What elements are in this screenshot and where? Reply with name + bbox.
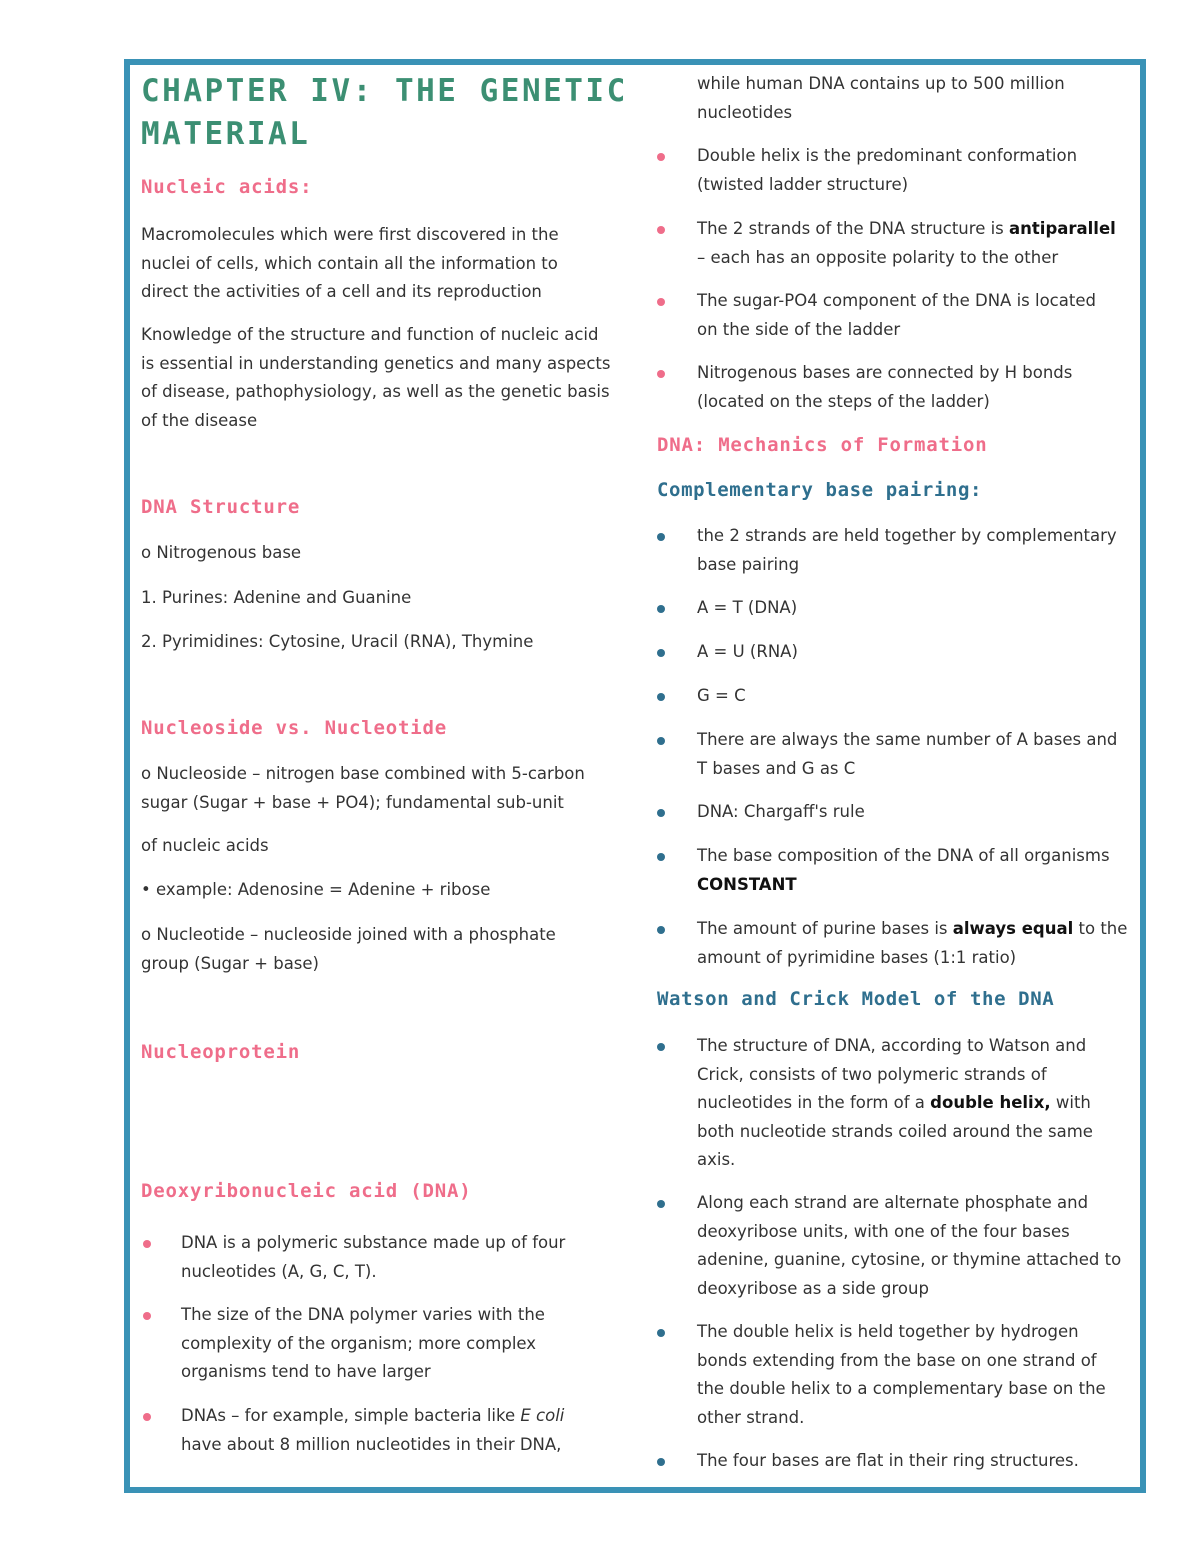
bullet-icon <box>657 1043 665 1051</box>
list-item: G = C <box>697 686 746 705</box>
heading-complementary: Complementary base pairing: <box>657 479 983 501</box>
nucleic-paragraph-2: Knowledge of the structure and function of nucleic acid is essential in understanding genetics and many aspects of disease, pathophysiology, as well as the genetic basis of the disease <box>141 325 611 430</box>
bullet-icon <box>657 926 665 934</box>
list-item: DNA is a polymeric substance made up of four nucleotides (A, G, C, T). <box>181 1233 566 1281</box>
list-item: DNA: Chargaff's rule <box>697 802 865 821</box>
bullet-icon <box>657 533 665 541</box>
nucleoside-para: o Nucleoside – nitrogen base combined with 5-carbon sugar (Sugar + base + PO4); fundamental sub-unit <box>141 764 585 812</box>
list-item: The amount of purine bases is always equal to the amount of pyrimidine bases (1:1 ratio) <box>697 919 1128 967</box>
nucleoside-line: • example: Adenosine = Adenine + ribose <box>141 880 491 899</box>
bullet-icon <box>657 1458 665 1466</box>
bullet-icon <box>657 226 665 234</box>
heading-dna: Deoxyribonucleic acid (DNA) <box>141 1180 472 1202</box>
bullet-icon <box>657 649 665 657</box>
nucleotide-para: o Nucleotide – nucleoside joined with a phosphate group (Sugar + base) <box>141 925 556 973</box>
heading-nucleic-acids: Nucleic acids: <box>141 176 313 198</box>
heading-nucleoprotein: Nucleoprotein <box>141 1041 301 1063</box>
nucleic-paragraph-1: Macromolecules which were first discovered in the nuclei of cells, which contain all the information to direct the activities of a cell and its reproduction <box>141 225 559 301</box>
dna-structure-line: 2. Pyrimidines: Cytosine, Uracil (RNA), Thymine <box>141 632 534 651</box>
list-item: DNAs – for example, simple bacteria like E coli have about 8 million nucleotides in their DNA, <box>181 1406 565 1454</box>
list-item: Double helix is the predominant conformation (twisted ladder structure) <box>697 146 1078 194</box>
list-item: A = T (DNA) <box>697 598 798 617</box>
dna-structure-line: o Nitrogenous base <box>141 543 302 562</box>
list-item: The size of the DNA polymer varies with the complexity of the organism; more complex organisms tend to have larger <box>181 1305 545 1381</box>
bullet-icon <box>657 605 665 613</box>
bullet-icon <box>657 693 665 701</box>
list-item: The four bases are flat in their ring structures. <box>697 1451 1079 1470</box>
list-item: The sugar-PO4 component of the DNA is located on the side of the ladder <box>697 291 1096 339</box>
bullet-icon <box>657 370 665 378</box>
list-item: The double helix is held together by hydrogen bonds extending from the base on one strand of the double helix to a complementary base on the other strand. <box>697 1322 1106 1427</box>
list-item: the 2 strands are held together by complementary base pairing <box>697 526 1117 574</box>
list-item: Nitrogenous bases are connected by H bonds (located on the steps of the ladder) <box>697 363 1073 411</box>
list-item: The 2 strands of the DNA structure is antiparallel – each has an opposite polarity to the other <box>697 219 1116 267</box>
bullet-icon <box>657 153 665 161</box>
bullet-icon <box>143 1413 151 1421</box>
bullet-icon <box>657 809 665 817</box>
list-item: Along each strand are alternate phosphate and deoxyribose units, with one of the four bases adenine, guanine, cytosine, or thymine attached to deoxyribose as a side group <box>697 1193 1122 1298</box>
heading-nucleoside: Nucleoside vs. Nucleotide <box>141 717 447 739</box>
nucleoside-line: of nucleic acids <box>141 836 269 855</box>
bullet-icon <box>657 1329 665 1337</box>
bullet-icon <box>657 1200 665 1208</box>
bullet-icon <box>143 1312 151 1320</box>
bullet-icon <box>143 1240 151 1248</box>
bullet-icon <box>657 853 665 861</box>
heading-dna-structure: DNA Structure <box>141 496 301 518</box>
list-item: The base composition of the DNA of all organisms CONSTANT <box>697 846 1110 894</box>
continued-text: while human DNA contains up to 500 million nucleotides <box>697 74 1065 122</box>
dna-structure-line: 1. Purines: Adenine and Guanine <box>141 588 412 607</box>
heading-watson-crick: Watson and Crick Model of the DNA <box>657 988 1055 1010</box>
bullet-icon <box>657 737 665 745</box>
list-item: The structure of DNA, according to Watson and Crick, consists of two polymeric strands of nucleotides in the form of a double helix, with both nucleotide strands coiled around the same axis. <box>697 1036 1093 1169</box>
bullet-icon <box>657 298 665 306</box>
list-item: There are always the same number of A bases and T bases and G as C <box>697 730 1118 778</box>
chapter-title: CHAPTER IV: THE GENETIC MATERIAL <box>141 73 628 152</box>
list-item: A = U (RNA) <box>697 642 798 661</box>
heading-mechanics: DNA: Mechanics of Formation <box>657 434 988 456</box>
